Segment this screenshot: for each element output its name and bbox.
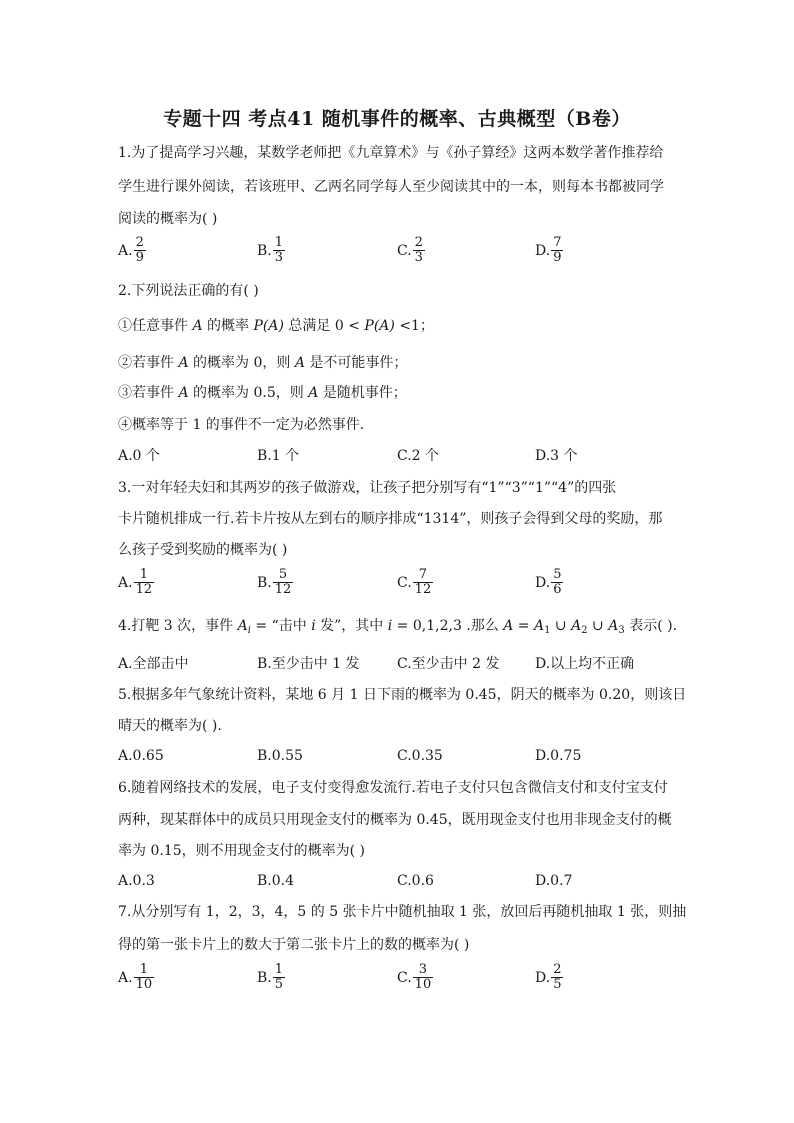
q6-option-c[interactable]: C.0.6 xyxy=(397,873,434,889)
q6-option-d[interactable]: D.0.7 xyxy=(535,873,573,889)
q5-option-d[interactable]: D.0.75 xyxy=(535,748,582,764)
q2-option-b[interactable]: B.1 个 xyxy=(257,448,300,464)
q4-option-a[interactable]: A.全部击中 xyxy=(118,656,189,672)
q2-option-a[interactable]: A.0 个 xyxy=(118,448,160,464)
q3-option-b[interactable]: B. $\frac{5}{12}$ xyxy=(257,567,292,597)
q1-option-b[interactable]: B. $\frac{1}{3}$ xyxy=(257,235,284,265)
q3-line1: 3.一对年轻夫妇和其两岁的孩子做游戏，让孩子把分别写有“1”“3”“1”“4”的四张 xyxy=(118,480,617,496)
q6-option-a[interactable]: A.0.3 xyxy=(118,873,155,889)
page-title: 专题十四 考点41 随机事件的概率、古典概型（B卷） xyxy=(163,108,631,130)
q1-option-c[interactable]: C. $\frac{2}{3}$ xyxy=(397,235,423,265)
q6-line1: 6.随着网络技术的发展，电子支付变得愈发流行.若电子支付只包含微信支付和支付宝支付 xyxy=(118,780,668,796)
q2-statement-1: ①任意事件 A 的概率 P(A) 总满足 0 < P(A) <1； xyxy=(118,318,434,334)
q2-option-d[interactable]: D.3 个 xyxy=(535,448,578,464)
q1-line2: 学生进行课外阅读，若该班甲、乙两名同学每人至少阅读其中的一本，则每本书都被同学 xyxy=(118,179,664,195)
q6-line3: 率为 0.15，则不用现金支付的概率为( ) xyxy=(118,843,365,859)
q1-line1: 1.为了提高学习兴趣，某数学老师把《九章算术》与《孙子算经》这两本数学著作推荐给 xyxy=(118,145,664,161)
q6-option-b[interactable]: B.0.4 xyxy=(257,873,295,889)
q2-option-c[interactable]: C.2 个 xyxy=(397,448,440,464)
q5-option-c[interactable]: C.0.35 xyxy=(397,748,443,764)
q3-option-d[interactable]: D. $\frac{5}{6}$ xyxy=(535,567,562,597)
q3-line3: 么孩子受到奖励的概率为( ) xyxy=(118,542,288,558)
q1-option-d[interactable]: D. $\frac{7}{9}$ xyxy=(535,235,562,265)
q7-option-b[interactable]: B. $\frac{1}{5}$ xyxy=(257,962,284,992)
q5-option-a[interactable]: A.0.65 xyxy=(118,748,164,764)
q4-option-c[interactable]: C.至少击中 2 发 xyxy=(397,656,500,672)
q2-line1: 2.下列说法正确的有( ) xyxy=(118,283,259,299)
q3-line2: 卡片随机排成一行.若卡片按从左到右的顺序排成“1314”，则孩子会得到父母的奖励，那 xyxy=(118,511,663,527)
q2-statement-3: ③若事件 A 的概率为 0.5，则 A 是随机事件； xyxy=(118,385,407,401)
q5-line1: 5.根据多年气象统计资料，某地 6 月 1 日下雨的概率为 0.45，阴天的概率为 0.20，则该日 xyxy=(118,687,687,703)
q3-option-a[interactable]: A. $\frac{1}{12}$ xyxy=(118,567,153,597)
q7-line1: 7.从分别写有 1，2，3，4，5 的 5 张卡片中随机抽取 1 张，放回后再随机抽取 1 张，则抽 xyxy=(118,904,687,920)
q1-line3: 阅读的概率为( ) xyxy=(118,211,218,227)
q4-option-b[interactable]: B.至少击中 1 发 xyxy=(257,656,360,672)
q3-option-c[interactable]: C. $\frac{7}{12}$ xyxy=(397,567,432,597)
q7-option-c[interactable]: C. $\frac{3}{10}$ xyxy=(397,962,432,992)
q2-statement-4: ④概率等于 1 的事件不一定为必然事件. xyxy=(118,417,365,433)
q5-line2: 晴天的概率为( ). xyxy=(118,718,222,734)
q4-line1: 4.打靶 3 次，事件 $A_i$ = “击中 i 发”，其中 i = 0,1,2,3 .那么 $A = A_1$ ∪ $A_2$ ∪ $A_3$ 表示( ). xyxy=(118,618,678,636)
q7-option-d[interactable]: D. $\frac{2}{5}$ xyxy=(535,962,562,992)
q6-line2: 两种，现某群体中的成员只用现金支付的概率为 0.45，既用现金支付也用非现金支付的概 xyxy=(118,812,672,828)
q7-line2: 得的第一张卡片上的数大于第二张卡片上的数的概率为( ) xyxy=(118,937,470,953)
q5-option-b[interactable]: B.0.55 xyxy=(257,748,303,764)
q7-option-a[interactable]: A. $\frac{1}{10}$ xyxy=(118,962,153,992)
q4-option-d[interactable]: D.以上均不正确 xyxy=(535,656,635,672)
q1-option-a[interactable]: A. $\frac{2}{9}$ xyxy=(118,235,144,265)
q2-statement-2: ②若事件 A 的概率为 0，则 A 是不可能事件； xyxy=(118,355,408,371)
